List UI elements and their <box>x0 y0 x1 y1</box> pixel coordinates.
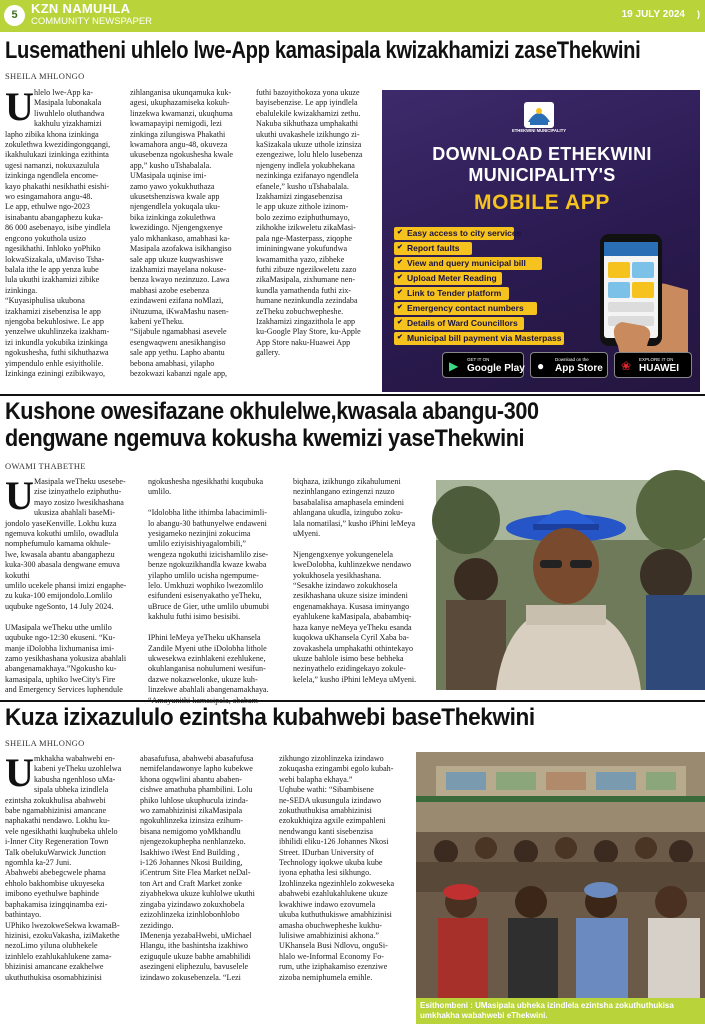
article2-col1-text: Masipala weTheku usesebe- zise izinyathelo eziphuthu- mayo zosizo lwesikhashana ukusiza abahlali baseMi- jondolo yaseKenville. Lokhu kuza ngemuva kokuthi umlilo, owadlula nomphefumulo kamama okhule- lwe, kwasala abantu abangaphezu kuka-300 abasala dengwane emuva kokuthi umlilo ucekele phansi imizi engaphe- zu kuka-100 emijondolo.Lomlilo uqubuke ngeSonto, 14 July 2024. UMasipala weTheku uthe umlilo uqubuke ngo-12:30 ekuseni. “Ku- manje iDolobha lixhumanisa imi- zamo yesikhashana yokusiza abahlali abangenamakhaya.”Ngokusho ku- kamasipala, uphiko lweCity's Fire and Emergency Services luphendule <box>5 477 127 695</box>
advert-title-highlight: MOBILE APP <box>474 191 610 214</box>
hall-audience-photo-icon <box>416 752 705 998</box>
store-small-label: EXPLORE IT ON <box>639 357 674 362</box>
traders-meeting-photo <box>416 752 705 998</box>
logo-caption: ETHEKWINI MUNICIPALITY <box>511 128 567 133</box>
feature-item: ✔ Report faults <box>394 242 472 255</box>
article2-column-2: ngokushesha ngesikhathi kuqubuka umlilo. “Idolobha lithe ithimba labacimimli- lo abangu-30 bathunyelwe endaweni yesigameko nezinjini zokucima umlilo eziyisishiyagalombili,” wengeza ngokuthi izicishamlilo zise- benze ngokuzikhandla kwaze kwaba yilapho umlilo ucisha ngempume- lelo. Umkhuzi wophiko lwezomlilo esifundeni esisenyakatho yeTheku, uBruce de Gier, uthe umlilo ubumubi kakhulu futhi isimo besisibi. IPhini leMeya yeTheku uKhansela Zandile Myeni uthe iDolobha lithole ukwesekwa ezinhlakeni ezehlukene, okuhlanganisa nohulumeni wesifun- dazwe nokazwelonke, ukuze kuh- linzekwe abahlali abangenamakhaya. <box>148 477 270 695</box>
article3-column-3: zikhungo zizohlinzeka izindawo zokuqasha ezingambi egolo kubah- webi balapha ekhaya.” Uqhube wathi: “Sibambisene ne-SEDA ukusungula izindawo zokuthuthukisa amabhizinisi ezokukhiqiza agxile ezimpahleni nendwangu kanti sisebenzisa ibhilidi eliku-126 Johannes Nkosi Street. IDurban University of Technology iqokwe ukuba kube iyona ephatha lesi sikhungo. Izohlinzeka ngezinhlelo zokweseka abahwebi ezahlukahlukene ukuze kwakhiwe indawo ezovumela ukuba kuthuthukiswe amabhizinisi amasha obuchwepheshe kukhu- lulisiwe amabhizinisi akhona.” UKhansela Busi Ndlovu, onguSi- hlalo we-Informal Economy Fo- rum, uthe iziphakamiso ezenziwe zizoba nemiphumela emihle. <box>279 754 395 982</box>
google-play-badge[interactable] <box>442 352 524 378</box>
feature-item: ✔ Municipal bill payment via Masterpass <box>394 332 564 345</box>
article3-byline: SHEILA MHLONGO <box>5 738 85 748</box>
article2-dropcap: U <box>5 473 34 518</box>
app-store-badge[interactable] <box>530 352 608 378</box>
woman-in-blue-hat-photo-icon <box>436 480 705 690</box>
page-number-badge: 5 <box>4 5 25 26</box>
article3-headline: Kuza izixazululo ezintsha kubahwebi baseThekwini <box>5 704 535 731</box>
fire-victim-photo <box>436 480 705 690</box>
article2-column-3: bіqhaza, izikhungo zikahulumeni nezinhlangano ezingenzi nzuzo basabalalisa amaphasela emindeni ahlangana ukudla, izingubo zoku- lala nomatilasi,” kusho iPhini leMeya uMyeni. Njengengxenye yokungenelela kweDolobha, kuhlinzekwe nendawo yokukhosela yesikhashana. “Sesakhe izindawo zokukhosela zesikhashana ukuze sisize imindeni engenamakhaya. Kusasa iminyango eyahlukene kaMasipala, ababambiq- haza kanye neMeya yeTheku esanda kuqokwa uKhansela Cyril Xaba ba- zovakashela umphakathi othintekayo ukuze bahlole isimo bese bebheka nezinyathelo ezidingekayo zokule- kelela,” kusho iPhini leMeya uMyeni. <box>293 477 417 684</box>
article1-column-1 <box>5 84 123 388</box>
apple-icon: ● <box>537 359 545 373</box>
paper-subtitle: COMMUNITY NEWSPAPER <box>31 16 153 27</box>
article2-byline: OWAMI THABETHE <box>5 461 86 471</box>
article3-column-2: abasafufusa, abahwebi abasafufusa nemifelandawonye lapho kubekwe khona ogqwlini abantu ababen- cishwe amathuba phambilini. Lolu phiko luhlose ukuphucula izinda- wo zamabhizinisi zikaMasipala ngokuhlinzeka izinsiza ezihum- bisana nemigomo yoMkhandlu njengezokuphepha nenhlanzeko. Isakhiwo iWest End Building , i-126 Johannes Nkosi Building, iCentrum Site Flea Market neDal- ton Art and Craft Market zonke ziyabhekwa ukuze kuhlolwe ukuthi zingaba yizindawo zokuxhobela ezizohlinzeka izinhlobonhlobo zezidingo. IMenenja yezabaHwebi, uMichael Hlangu, ithe bashintsha izakhiwo eziguqule ukuze babhe amabhilidi asezingeni eliphezulu, bavuselele izindawo zokusebenzela. “Lezi <box>140 754 255 982</box>
masthead-bar <box>0 0 705 32</box>
article3-col1-text: mkhakha wabahwebi en- kabeni yeTheku uzohlelwa kabusha ngenhloso uMa- sipala ubheka izindlela ezintsha zokukhulisa abahwebi babe ngamabhizinisi amancane naphakathi nendawo. Lokhu ku- vele ngesikhathi kuqhubeka uhlelo i-Inner City Regeneration Town Talk obelukuWarwick Junction ngomhla ka-27 Juni. Abahwebi abebegcwele phama ehholo bakhombise ukuyeseka imibono eyethulwe baphinde baphakamisa izingqinamba ezi- bathintayo. UPhiko lwezokwеSekwa kwamaB- hizinisi, ezokuVakasha, iziMakethe nezoLimo yiluna olubhekele izinhlelo ezahlukahlukene zama- bhizinisi amancane ezakhelwe ukuthuthukisa osomabhizinisi <box>5 754 122 982</box>
municipality-logo-icon <box>508 98 570 132</box>
store-name: Google Play <box>467 363 525 374</box>
store-small-label: Download on the <box>555 357 589 362</box>
feature-item: ✔ Upload Meter Reading <box>394 272 502 285</box>
article2-headline-line1: Kushone owesifazane okhulelwe,kwasala abangu-300 <box>5 398 539 425</box>
photo-caption: Esithombeni : UMasipala ubheka izindlela ezintsha zokuthuthukisa umkhakha wabahwebi eThekwini. <box>416 998 705 1024</box>
advert-title-line1: DOWNLOAD ETHEKWINI <box>432 144 652 164</box>
article2-column-1 <box>5 473 137 697</box>
google-play-icon: ▶ <box>449 359 459 373</box>
feature-item: ✔ View and query municipal bill <box>394 257 542 270</box>
article1-col1-text: hlelo lwe-App ka- Masipala lubonakala liwuhlelo oluthandwa kakhulu yizakhamizi lapho zibika khona izinkinga zokulethwa kwezidingongqangi, ikakhulukazi izinkinga ezithinta ugesi namanzi, nokuxazulula izinkinga ngendlela encome- kayo phakathi nesikhathi esishi- wo esingamahora angu-48. Le app, ethulwe ngo-2023 isinabantu abangaphezu kuka- 86 000 asebenayo, isibe yindlela engcono yokuthola usizo ngesikhathi. Inhloko yoPhiko lokwaSizakala, uMaviso Tsha- balala ithe le app yenza kube lula ukuthi izakhamizi zibike izinkinga. “Kuyasiphulisa ukubona izakhamizi zisebenzisa le app njengoba bekuhlosiwe. Le app yenzelwe ukuhlinzeka izakham- izi inkundla yokubika izinkinga ngokushesha, futhi sikhuthazwa yimpendulo enhle esiyitholile. Izinkinga eziningi ezibikwayo, <box>5 88 111 378</box>
issue-date: 19 JULY 2024 <box>621 9 685 20</box>
advert-title-line2: MUNICIPALITY'S <box>468 165 616 185</box>
paper-title: KZN NAMUHLA <box>31 1 131 16</box>
article1-column-2: zihlanganisa ukunqamuka kuk- agesi, ukuphazamiseka kokuh- linzekwa kwamanzi, ukuqhuma kwamapayipi nemigodi, lezi zinkinga zilungiswa Phakathi kwamahora angu-48, okuveza ukusebenza ngokushesha kwale app,” kusho uTshabalala. UMasipala uqinise imi- zamo yawo yokukhuthaza ukusetshenziswa kwale app njengendlela yokuqala uku- bika izinkinga zokulethwa kwezidingo. Njengengxenye yalo mkhankaso, amabhasi ka- Masipala azofakwa isikhangiso sale app ukuze kuqwashiswe izakhamizi mayelana nokuse- benza kwayo nezinzuzo. Lawa mabhasi azobe esebenza ezindaweni ezifana noMlazi, iNtuzuma, iKwaMashu nasen- kabeni yeTheku. “Sijabule ngamabhasi asevele esengwaqwenı anesikhangiso sale app yethu. Lapho abantu bebona amabhasi, yilapho bezokwazi kabanzi ngale app, <box>130 88 233 378</box>
article2-headline <box>5 398 539 452</box>
section-divider <box>0 394 705 396</box>
huawei-appgallery-badge[interactable] <box>614 352 692 378</box>
paper-name <box>31 2 152 28</box>
advert-title <box>392 144 692 186</box>
article1-dropcap: U <box>5 84 34 129</box>
article1-column-3: futhi bazoyithokoza yona ukuze bayisebenzise. Le app iyindlela ebalulekile kwizakhamizi zethu. Nakuba sikhuthaza umphakathi ukuthi uvakashele izikhungo zi- kaSizakala ukuze uthole izinsiza ezengeziwe, lolu hlelo lusebenza njengeny indlela yokubhekana nezinkinga ezifanayo ngendlela efanele,” kusho uTshabalala. Izakhamizi zingasebenzisa le app ukuze zithole izinom- bolo zezimo eziphuthumayo, zikhokhe izikweletu zikaMasi- pala nge-Masterpass, ziqophe imininingwane yokufundwa kwamamitha yazo, zibheke futhi zibuze ngezikweletu zazo zikaMasipala, zixhumane nen- kundla yamathenda futhi zix- humane nezinkundla zezindaba zeTheku zobuchwepheshe. Izakhamizi zingazithola le app ku-Google Play Store, ku-Apple App Store naku-Huawei App gallery. <box>256 88 363 358</box>
huawei-icon: ❀ <box>621 359 632 373</box>
article2-headline-line2: dengwane ngemuva kokusha kwemizi yaseThekwini <box>5 425 525 452</box>
ethekwini-app-advert <box>382 90 700 392</box>
section-divider <box>0 700 705 702</box>
article3-dropcap: U <box>5 750 34 795</box>
page-edge-mark: ) <box>697 9 700 19</box>
store-small-label: GET IT ON <box>467 357 490 362</box>
feature-item: ✔ Link to Tender platform <box>394 287 509 300</box>
article1-headline: Lusematheni uhlelo lwe-App kamasipala kwizakhamizi zaseThekwini <box>5 37 641 64</box>
feature-item: ✔ Details of Ward Councillors <box>394 317 524 330</box>
article3-column-1 <box>5 750 132 1022</box>
store-name: App Store <box>555 363 603 374</box>
article1-byline: SHEILA MHLONGO <box>5 71 85 81</box>
store-name: HUAWEI <box>639 363 679 374</box>
feature-item: ✔ Emergency contact numbers <box>394 302 537 315</box>
hand-holding-phone-icon <box>578 226 688 366</box>
feature-item: ✔ Easy access to city services <box>394 227 514 240</box>
